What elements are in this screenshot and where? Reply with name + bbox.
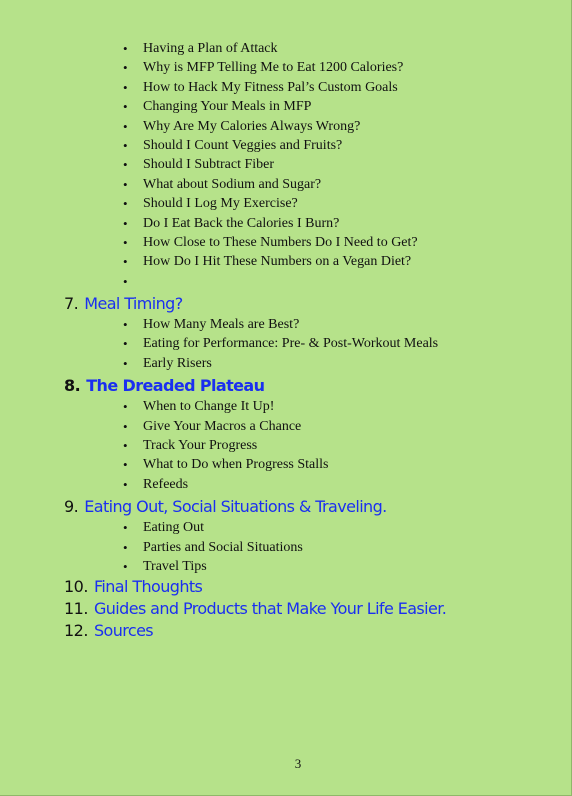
list-item[interactable] <box>0 78 572 97</box>
toc-section-7[interactable] <box>0 292 572 315</box>
list-item[interactable] <box>0 354 572 373</box>
bullet-icon: • <box>123 234 128 250</box>
section-6-subitems <box>0 39 572 291</box>
list-item-label: Give Your Macros a Chance <box>143 418 302 434</box>
bullet-icon: • <box>123 254 128 270</box>
bullet-icon: • <box>123 317 128 333</box>
toc-section-11[interactable] <box>0 598 572 620</box>
list-item-label: Refeeds <box>143 476 189 492</box>
section-title[interactable]: Sources <box>93 621 154 641</box>
list-item[interactable] <box>0 455 572 474</box>
list-item-label: Should I Log My Exercise? <box>143 196 298 212</box>
list-item[interactable] <box>0 175 572 194</box>
list-item[interactable] <box>0 315 572 334</box>
section-8-subitems <box>0 397 572 494</box>
list-item-label: What about Sodium and Sugar? <box>143 176 322 192</box>
bullet-icon: • <box>123 41 128 56</box>
list-item-label: Should I Subtract Fiber <box>143 157 275 173</box>
list-item[interactable] <box>0 557 572 576</box>
section-number: 9. <box>64 497 79 517</box>
list-item-empty <box>0 272 572 291</box>
bullet-icon: • <box>123 118 128 134</box>
list-item-label: Early Risers <box>143 355 212 371</box>
page-number: 3 <box>294 756 302 771</box>
table-of-contents <box>0 39 572 642</box>
toc-section-12[interactable] <box>0 620 572 642</box>
list-item[interactable] <box>0 397 572 416</box>
list-item[interactable] <box>0 117 572 136</box>
bullet-icon: • <box>123 176 128 192</box>
bullet-icon: • <box>123 418 128 434</box>
list-item[interactable] <box>0 194 572 213</box>
list-item-label: When to Change It Up! <box>143 399 275 415</box>
list-item[interactable] <box>0 58 572 77</box>
bullet-icon: • <box>123 539 128 555</box>
list-item[interactable] <box>0 417 572 436</box>
list-item-label: Having a Plan of Attack <box>143 41 278 56</box>
section-9-subitems <box>0 518 572 576</box>
list-item[interactable] <box>0 39 572 58</box>
section-7-subitems <box>0 315 572 373</box>
list-item-label: Changing Your Meals in MFP <box>143 99 312 115</box>
list-item-label: What to Do when Progress Stalls <box>143 457 329 473</box>
list-item[interactable] <box>0 252 572 271</box>
bullet-icon: • <box>123 399 128 415</box>
bullet-icon: • <box>123 60 128 76</box>
list-item[interactable] <box>0 334 572 353</box>
list-item-label: How Close to These Numbers Do I Need to Get? <box>143 234 418 250</box>
list-item[interactable] <box>0 97 572 116</box>
section-title[interactable]: The Dreaded Plateau <box>86 376 265 396</box>
list-item-label: Track Your Progress <box>143 438 258 454</box>
list-item[interactable] <box>0 538 572 557</box>
bullet-icon: • <box>123 273 128 289</box>
list-item-label: Eating Out <box>143 520 205 536</box>
bullet-icon: • <box>123 99 128 115</box>
section-number: 12. <box>64 621 88 641</box>
list-item[interactable] <box>0 136 572 155</box>
list-item-label: Travel Tips <box>143 558 207 574</box>
bullet-icon: • <box>123 355 128 371</box>
section-number: 8. <box>64 376 81 396</box>
section-title[interactable]: Guides and Products that Make Your Life Easier. <box>93 599 447 619</box>
section-title[interactable]: Eating Out, Social Situations & Traveling. <box>84 497 387 517</box>
bullet-icon: • <box>123 558 128 574</box>
bullet-icon: • <box>123 215 128 231</box>
list-item[interactable] <box>0 475 572 494</box>
bullet-icon: • <box>123 520 128 536</box>
list-item[interactable] <box>0 518 572 537</box>
list-item-label: Parties and Social Situations <box>143 539 303 555</box>
toc-section-10[interactable] <box>0 576 572 598</box>
list-item-label: Eating for Performance: Pre- & Post-Workout Meals <box>143 336 439 352</box>
section-number: 11. <box>64 599 88 619</box>
list-item-label: Do I Eat Back the Calories I Burn? <box>143 215 340 231</box>
section-title[interactable]: Final Thoughts <box>93 577 203 597</box>
list-item-label: How Many Meals are Best? <box>143 317 300 333</box>
list-item[interactable] <box>0 436 572 455</box>
toc-section-8[interactable] <box>0 374 572 397</box>
list-item[interactable] <box>0 155 572 174</box>
bullet-icon: • <box>123 157 128 173</box>
bullet-icon: • <box>123 476 128 492</box>
list-item-label: Should I Count Veggies and Fruits? <box>143 137 343 153</box>
list-item[interactable] <box>0 214 572 233</box>
bullet-icon: • <box>123 79 128 95</box>
bullet-icon: • <box>123 457 128 473</box>
bullet-icon: • <box>123 137 128 153</box>
section-number: 7. <box>64 294 79 314</box>
toc-section-9[interactable] <box>0 495 572 518</box>
bullet-icon: • <box>123 438 128 454</box>
list-item-label: How to Hack My Fitness Pal’s Custom Goals <box>143 79 398 95</box>
list-item-label: How Do I Hit These Numbers on a Vegan Diet? <box>143 254 412 270</box>
list-item-label: Why Are My Calories Always Wrong? <box>143 118 361 134</box>
bullet-icon: • <box>123 336 128 352</box>
section-number: 10. <box>64 577 88 597</box>
list-item-label: Why is MFP Telling Me to Eat 1200 Calories? <box>143 60 404 76</box>
list-item[interactable] <box>0 233 572 252</box>
bullet-icon: • <box>123 196 128 212</box>
section-title[interactable]: Meal Timing? <box>84 294 183 314</box>
